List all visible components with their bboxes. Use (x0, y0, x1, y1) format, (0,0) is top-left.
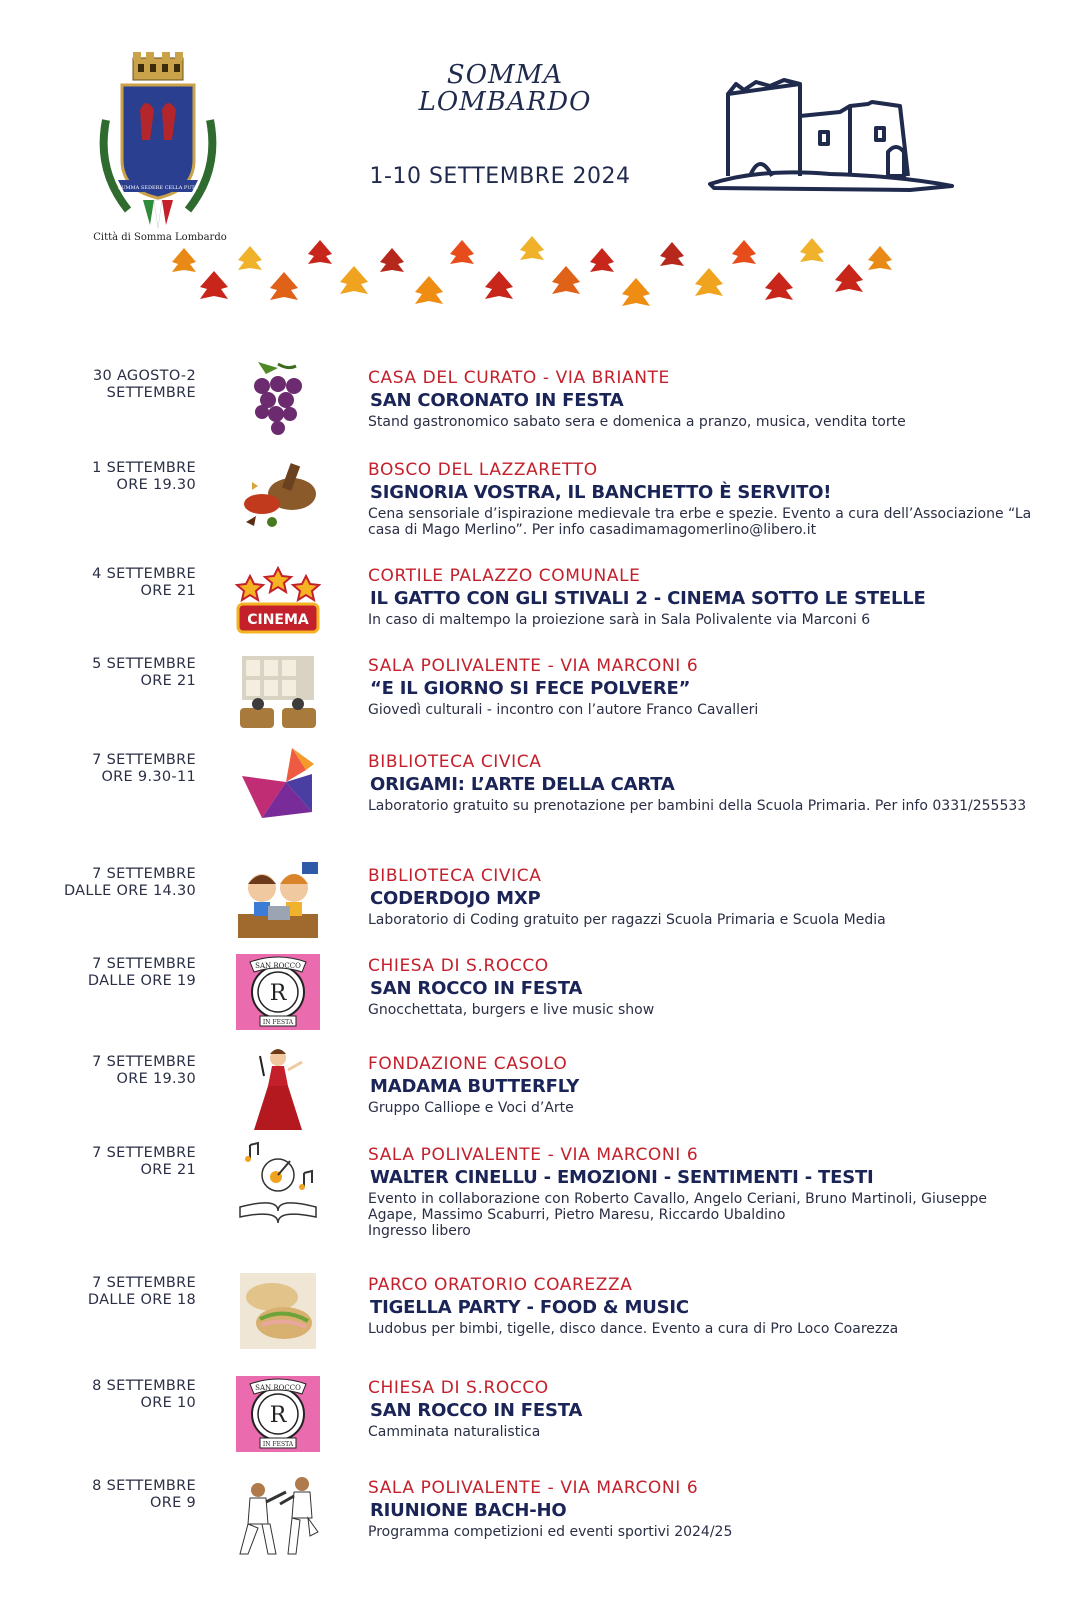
event-description: Giovedì culturali - incontro con l’autore Franco Cavalleri (368, 702, 759, 718)
event-date: 7 SETTEMBRE DALLE ORE 18 (87, 1275, 196, 1308)
event-venue: CORTILE PALAZZO COMUNALE (368, 566, 641, 586)
san-rocco-badge-icon (232, 1370, 324, 1458)
spices-icon (232, 452, 324, 540)
event-title: TIGELLA PARTY - FOOD & MUSIC (370, 1297, 689, 1318)
event-venue: CASA DEL CURATO - VIA BRIANTE (368, 368, 670, 388)
event-venue: SALA POLIVALENTE - VIA MARCONI 6 (368, 1145, 699, 1165)
event-row (0, 1275, 1066, 1375)
event-venue: SALA POLIVALENTE - VIA MARCONI 6 (368, 656, 699, 676)
event-venue: CHIESA DI S.ROCCO (368, 956, 549, 976)
event-row (0, 460, 1066, 560)
event-row (0, 656, 1066, 756)
badge-top-text: SAN ROCCO (255, 1384, 301, 1392)
event-date: 7 SETTEMBRE ORE 19.30 (92, 1054, 196, 1087)
city-crest-icon (88, 50, 228, 240)
event-row (0, 1378, 1066, 1478)
event-description: Stand gastronomico sabato sera e domenica a pranzo, musica, vendita torte (368, 414, 906, 430)
date-range: 1-10 SETTEMBRE 2024 (369, 164, 631, 189)
event-title: SAN ROCCO IN FESTA (370, 1400, 583, 1421)
event-description: Gnocchettata, burgers e live music show (368, 1002, 655, 1018)
event-description: Cena sensoriale d’ispirazione medievale tra erbe e spezie. Evento a cura dell’Associazione “La casa di Mago Merlino”. Per info casadimamagomerlino@libero.it (368, 506, 1032, 538)
event-venue: CHIESA DI S.ROCCO (368, 1378, 549, 1398)
cinema-icon (232, 558, 324, 646)
opera-singer-icon (232, 1046, 324, 1134)
origami-swan-icon (232, 744, 324, 832)
title-line-2: LOMBARDO (418, 87, 592, 117)
event-row (0, 866, 1066, 966)
event-venue: FONDAZIONE CASOLO (368, 1054, 568, 1074)
event-venue: PARCO ORATORIO COAREZZA (368, 1275, 633, 1295)
event-date: 1 SETTEMBRE ORE 19.30 (92, 460, 196, 493)
event-title: IL GATTO CON GLI STIVALI 2 - CINEMA SOTTO LE STELLE (370, 588, 926, 609)
san-rocco-badge-icon (232, 948, 324, 1036)
event-title: “E IL GIORNO SI FECE POLVERE” (370, 678, 691, 699)
event-date: 7 SETTEMBRE DALLE ORE 14.30 (63, 866, 196, 899)
tigella-food-icon (232, 1267, 324, 1355)
event-row (0, 956, 1066, 1056)
svg-text:R: R (269, 1403, 287, 1428)
event-description: In caso di maltempo la proiezione sarà in Sala Polivalente via Marconi 6 (368, 612, 871, 628)
event-title: SAN ROCCO IN FESTA (370, 978, 583, 999)
event-row (0, 752, 1066, 852)
event-description: Ludobus per bimbi, tigelle, disco dance. Evento a cura di Pro Loco Coarezza (368, 1321, 899, 1337)
event-title: RIUNIONE BACH-HO (370, 1500, 567, 1521)
event-date: 7 SETTEMBRE ORE 9.30-11 (92, 752, 196, 785)
event-row (0, 1478, 1066, 1578)
event-date: 7 SETTEMBRE ORE 21 (92, 1145, 196, 1178)
event-date: 8 SETTEMBRE ORE 10 (92, 1378, 196, 1411)
autumn-leaves-decoration (160, 232, 910, 332)
event-date: 5 SETTEMBRE ORE 21 (92, 656, 196, 689)
event-date: 4 SETTEMBRE ORE 21 (92, 566, 196, 599)
event-venue: BIBLIOTECA CIVICA (368, 866, 542, 886)
crest-caption: Città di Somma Lombardo (93, 232, 227, 243)
event-row (0, 1145, 1066, 1245)
kids-coding-icon (232, 858, 324, 946)
event-date: 7 SETTEMBRE DALLE ORE 19 (87, 956, 196, 989)
event-description: Laboratorio gratuito su prenotazione per bambini della Scuola Primaria. Per info 0331/255533 (368, 798, 1027, 814)
castle-icon (700, 72, 960, 197)
event-venue: BIBLIOTECA CIVICA (368, 752, 542, 772)
event-description: Gruppo Calliope e Voci d’Arte (368, 1100, 574, 1116)
event-title: MADAMA BUTTERFLY (370, 1076, 580, 1097)
library-reading-icon (232, 648, 324, 736)
event-title: WALTER CINELLU - EMOZIONI - SENTIMENTI - TESTI (370, 1167, 874, 1188)
svg-text:SUMMA SEDERE CELLA PUTS: SUMMA SEDERE CELLA PUTS (117, 185, 199, 191)
event-venue: BOSCO DEL LAZZARETTO (368, 460, 598, 480)
cinema-label: CINEMA (247, 612, 309, 628)
title-line-1: SOMMA (446, 60, 564, 90)
event-title: SIGNORIA VOSTRA, IL BANCHETTO È SERVITO! (370, 482, 832, 503)
music-book-icon (232, 1137, 324, 1225)
event-title: SAN CORONATO IN FESTA (370, 390, 624, 411)
badge-bottom-text: IN FESTA (262, 1019, 294, 1026)
event-date: 8 SETTEMBRE ORE 9 (92, 1478, 196, 1511)
event-description: Programma competizioni ed eventi sportivi 2024/25 (368, 1524, 733, 1540)
event-description: Camminata naturalistica (368, 1424, 541, 1440)
event-description: Laboratorio di Coding gratuito per ragazzi Scuola Primaria e Scuola Media (368, 912, 886, 928)
event-venue: SALA POLIVALENTE - VIA MARCONI 6 (368, 1478, 699, 1498)
town-logo-title (405, 62, 605, 116)
svg-text:R: R (269, 981, 287, 1006)
badge-top-text: SAN ROCCO (255, 962, 301, 970)
martial-arts-icon (232, 1470, 324, 1558)
event-title: ORIGAMI: L’ARTE DELLA CARTA (370, 774, 675, 795)
event-row (0, 566, 1066, 666)
event-title: CODERDOJO MXP (370, 888, 541, 909)
event-row (0, 1054, 1066, 1154)
badge-bottom-text: IN FESTA (262, 1441, 294, 1448)
event-description: Evento in collaborazione con Roberto Cavallo, Angelo Ceriani, Bruno Martinoli, Giuseppe Agape, Massimo Scaburri, Pietro Maresu, Riccardo Ubaldino Ingresso libero (368, 1191, 988, 1239)
event-row (0, 368, 1066, 468)
grapes-icon (232, 360, 324, 448)
event-date: 30 AGOSTO-2 SETTEMBRE (92, 368, 196, 401)
